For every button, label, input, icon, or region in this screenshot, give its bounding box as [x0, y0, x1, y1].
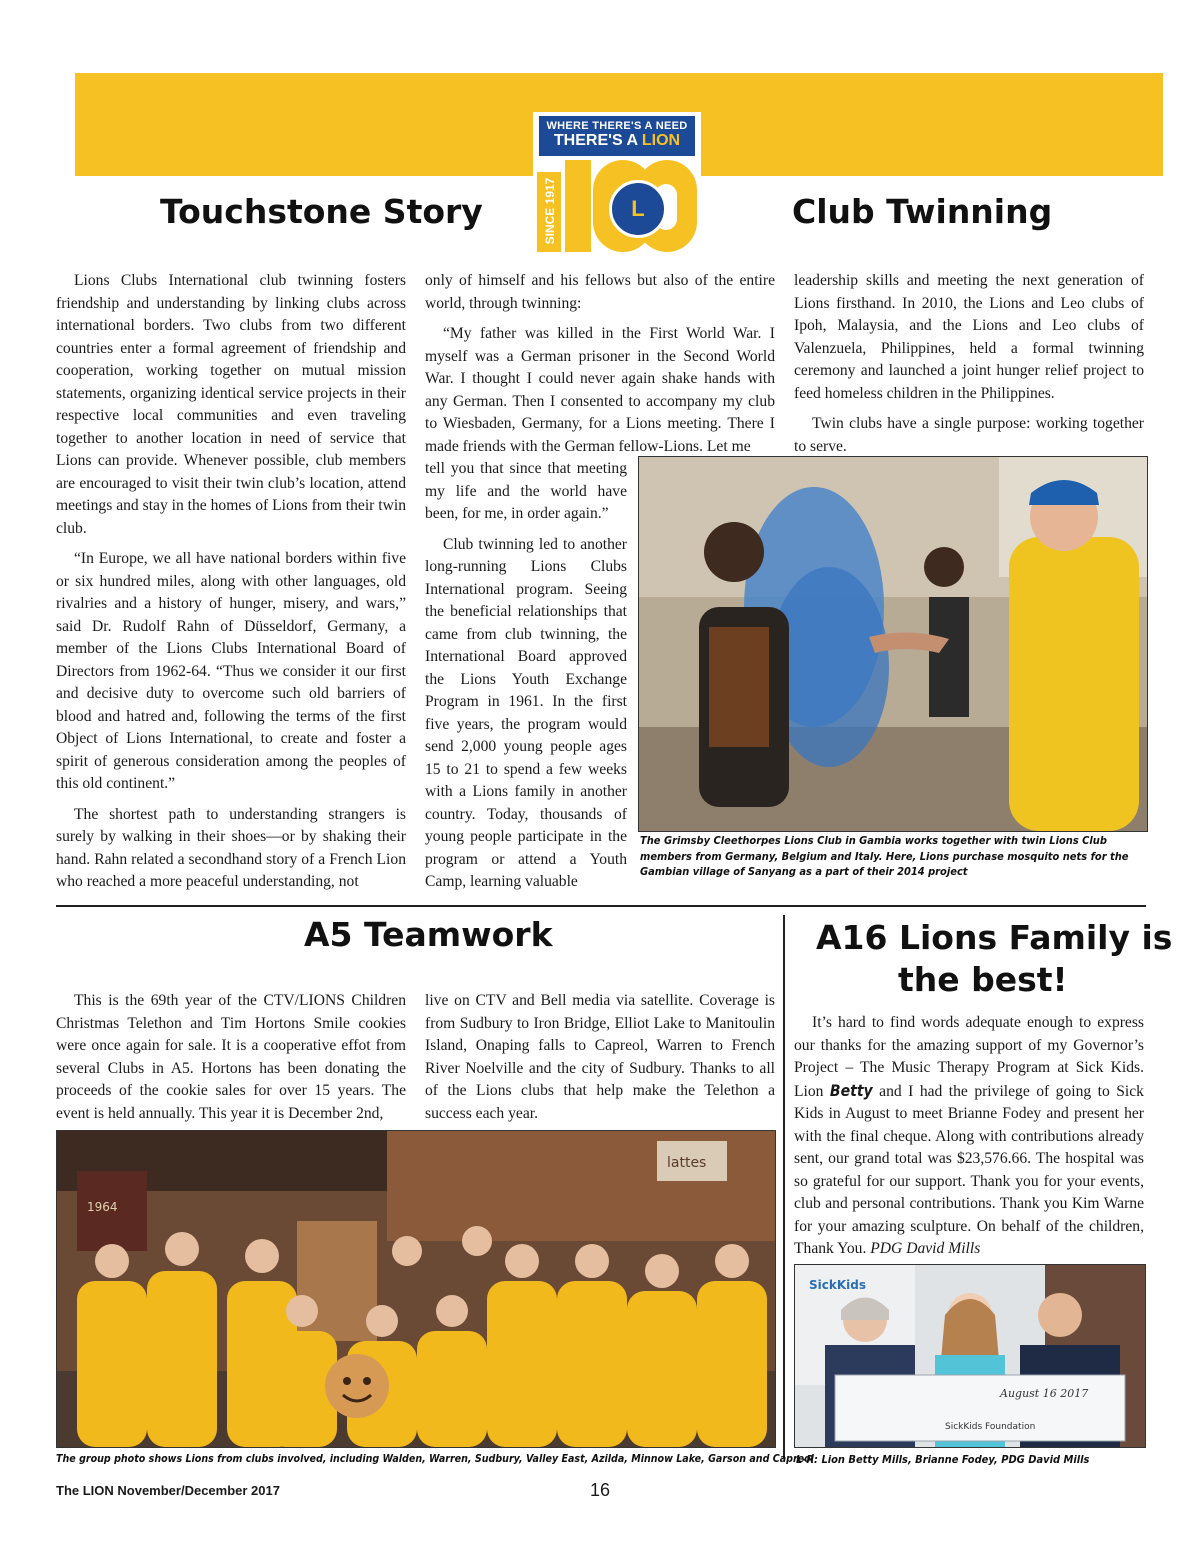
gambia-mosquito-net-photo [638, 456, 1148, 832]
betty-name: Betty [829, 1081, 873, 1100]
touchstone-column-2-narrow [425, 458, 627, 902]
lions-100-logo [533, 112, 701, 256]
a5-column-1 [56, 990, 406, 1133]
paragraph: live on CTV and Bell media via satellite. Coverage is from Sudbury to Iron Bridge, Elliot Lake to Manitoulin Island, Onaping falls to Capreol, Warren to French River Noelville and the city of Sudbury. Thanks to all of the Lions clubs that help make the Telethon a success each year. [425, 992, 775, 1122]
a5-group-photo [56, 1130, 776, 1448]
since-label: SINCE 1917 [543, 177, 557, 245]
section-divider [56, 905, 1146, 907]
a5-photo-caption: The group photo shows Lions from clubs involved, including Walden, Warren, Sudbury, Valley East, Azilda, Minnow Lake, Garson and Capreol [56, 1453, 814, 1465]
column-divider [783, 915, 785, 1458]
a16-column [794, 1012, 1144, 1269]
a5-title: A5 Teamwork [304, 915, 553, 954]
a16-title-line-2: the best! [898, 960, 1068, 999]
logo-tagline: WHERE THERE'S A NEED THERE'S A LION [539, 116, 695, 156]
paragraph: This is the 69th year of the CTV/LIONS Children Christmas Telethon and Tim Hortons Smile cookies were once again for sale. It is a cooperative effot from several Clubs in A5. Hortons has been donating the proceeds of the cookie sales for over 15 years. The event is held annually. This year it is December 2nd, [56, 992, 406, 1122]
page-number: 16 [590, 1480, 611, 1500]
lions-emblem-icon: L [609, 180, 667, 238]
sickkids-photo-caption: L-R: Lion Betty Mills, Brianne Fodey, PDG David Mills [796, 1453, 1090, 1466]
touchstone-column-1 [56, 270, 406, 902]
sickkids-cheque-photo [794, 1264, 1146, 1448]
paragraph: leadership skills and meeting the next generation of Lions firsthand. In 2010, the Lions and Leo clubs of Ipoh, Malaysia, and the Lions and Leo clubs of Valenzuela, Philippines, held a formal twinning ceremony and launched a joint hunger relief project to feed homeless children in the Philippines. [794, 272, 1144, 402]
touchstone-title: Touchstone Story [160, 192, 483, 231]
paragraph: Lions Clubs International club twinning fosters friendship and understanding by linking clubs across international borders. Two clubs from two different countries enter a formal agreement of friendship and cooperation, working together on mutual mission statements, organizing identical service projects in their respective local communities and even traveling together to another location in need of service that Lions can provide. Whenever possible, club members are encouraged to visit their twin club’s location, attend meetings and stay in the homes of Lions from their twin club. [56, 272, 406, 537]
cheque-payee: SickKids Foundation [945, 1422, 1036, 1432]
paragraph: The shortest path to understanding strangers is surely by walking in their shoes—or by shaking their hand. Rahn related a secondhand story of a French Lion who reached a more peaceful understanding, not [56, 805, 406, 890]
publication-footer: The LION November/December 2017 [56, 1483, 280, 1498]
a5-column-2 [425, 990, 775, 1133]
gambia-photo-caption: The Grimsby Cleethorpes Lions Club in Gambia works together with twin Lions Club members from Germany, Belgium and Italy. Here, Lions purchase mosquito nets for the Gambian village of Sanyang as a part of their 2014 project [640, 834, 1129, 878]
cheque-date: August 16 2017 [1000, 1387, 1089, 1400]
touchstone-column-3 [794, 270, 1144, 466]
paragraph: “My father was killed in the First World War. I myself was a German prisoner in the Second World War. I thought I could never again shake hands with any German. Then I consented to accompany my club to Wiesbaden, Germany, for a Lions meeting. There I made friends with the German fellow-Lions. Let me [425, 325, 775, 455]
paragraph: only of himself and his fellows but also of the entire world, through twinning: [425, 272, 775, 312]
touchstone-column-2-top [425, 270, 775, 466]
cups-label: 1964 [87, 1200, 118, 1214]
paragraph: It’s hard to find words adequate enough to express our thanks for the amazing support of my Governor’s Project – The Music Therapy Program at Sick Kids. Lion Betty and I had the privilege of going to Sick Kids in August to meet Brianne Fodey and present her with the final cheque. Along with contributions already sent, our grand total was $23,576.66. The hospital was so grateful for our support. Thank you for your events, club and personal contributions. Thank you Kim Warne for your amazing sculpture. On behalf of the children, Thank You. PDG David Mills [794, 1014, 1144, 1257]
signature: PDG David Mills [870, 1240, 981, 1257]
lattes-sign: lattes [667, 1155, 707, 1171]
paragraph: Club twinning led to another long-running Lions Clubs International program. Seeing the beneficial relationships that came from club twinning, the International Board approved the Lions Youth Exchange Program in 1961. In the first five years, the program would send 2,000 young people ages 15 to 21 to spend a few weeks with a Lions family in another country. Today, thousands of young people participate in the program or attend a Youth Camp, learning valuable [425, 535, 627, 890]
club-twinning-title: Club Twinning [792, 192, 1053, 231]
paragraph: Twin clubs have a single purpose: working together to serve. [794, 415, 1144, 455]
paragraph: tell you that since that meeting my life and the world have been, for me, in order again.” [425, 460, 627, 522]
paragraph: “In Europe, we all have national borders within five or six hundred miles, along with other languages, old rivalries and a history of hunger, misery, and wars,” said Dr. Rudolf Rahn of Düsseldorf, Germany, a member of the Lions Clubs International Board of Directors from 1962-64. “Thus we consider it our first and decisive duty to overcome such old barriers of blood and hatred and, following the terms of the first Object of Lions International, to create and foster a spirit of generous consideration among the peoples of this old continent.” [56, 550, 406, 792]
sickkids-banner-text: SickKids [809, 1278, 866, 1292]
a16-title-line-1: A16 Lions Family is [816, 918, 1173, 957]
